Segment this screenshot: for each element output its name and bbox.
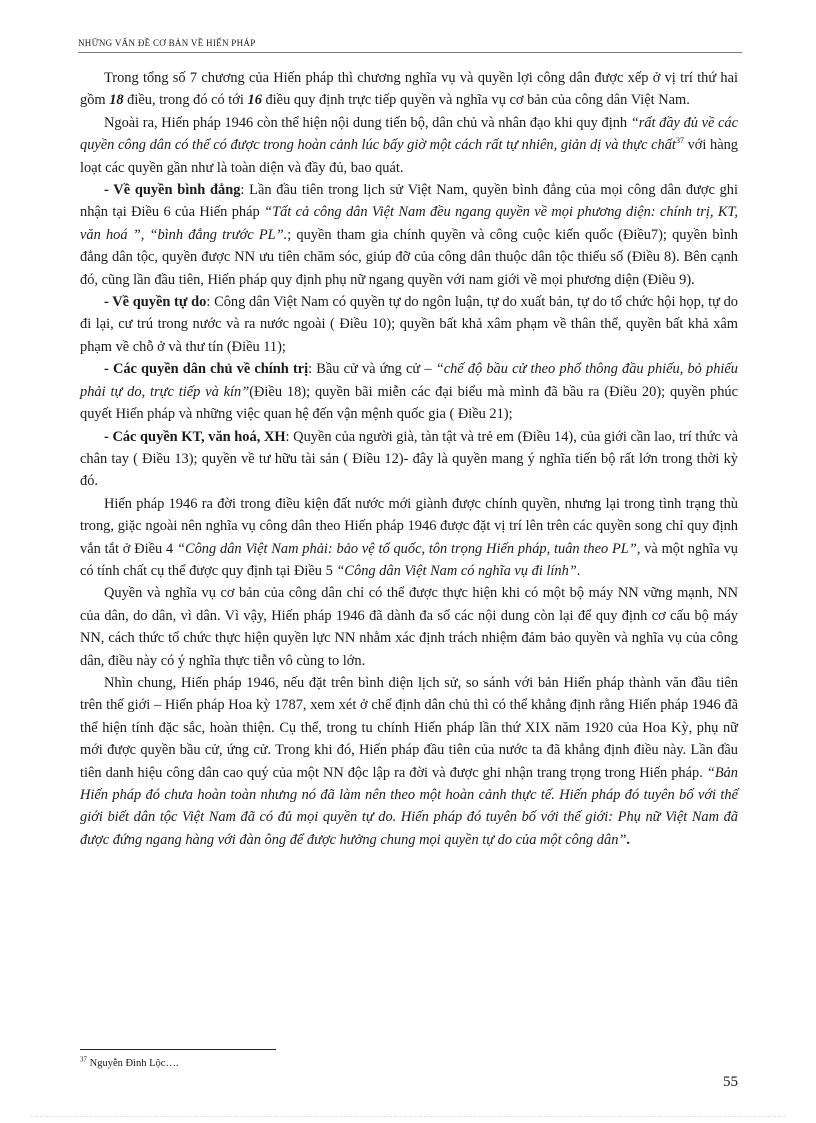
paragraph: [80, 582, 738, 672]
text-run: - Về quyền tự do: [104, 294, 207, 311]
text-run: “Tất cả công dân Việt Nam đều ngang quyền về mọi phương diện: chính trị, KT, văn hoá ”, “bình đẳng trước PL”.: [80, 204, 738, 243]
text-run: “rất đầy đủ về các quyền công dân có thể có được trong hoàn cảnh lúc bấy giờ một cách rất tự nhiên, giản dị và thực chất: [80, 114, 738, 154]
text-run: Quyền và nghĩa vụ cơ bản của công dân chỉ có thể được thực hiện khi có một bộ máy NN vững mạnh, NN của dân, do dân, vì dân. Vì vậy, Hiến pháp 1946 đã dành đa số các nội dung còn lại để quy định cơ cấu bộ máy NN, cách thức tổ chức thực hiện quyền lực NN nhằm xác định trách nhiệm đảm bảo quyền và nghĩa vụ của công dân, điều này có ý nghĩa thực tiễn vô cùng to lớn.: [80, 585, 738, 669]
text-run: Hiến pháp 1946 ra đời trong điều kiện đất nước mới giành được chính quyền, nhưng lại trong tình trạng thù trong, giặc ngoài nên nghĩa vụ công dân theo Hiến pháp 1946 được đặt vị trí lên trên các quyền song chỉ quy định vắn tắt ở Điều 4: [80, 495, 738, 557]
text-run: “chế độ bầu cử theo phổ thông đầu phiếu, bỏ phiếu phải tự do, trực tiếp và kín”: [80, 361, 738, 400]
footnote: [80, 1055, 179, 1069]
text-run: : Quyền của người già, tàn tật và trẻ em (Điều 14), của giới cần lao, trí thức và chân tay ( Điều 13); quyền về tư hữu tài sản ( Điều 12)- đây là quyền mang ý nghĩa tiến bộ rất lớn trong thời kỳ đó.: [80, 428, 738, 490]
text-run: Trong tổng số 7 chương của Hiến pháp thì chương nghĩa vụ và quyền lợi công dân được xếp ở vị trí thứ hai gồm: [80, 70, 738, 109]
text-run: 16: [247, 92, 262, 109]
footnote-number: 37: [80, 1055, 87, 1064]
text-run: Ngoài ra, Hiến pháp 1946 còn thể hiện nội dung tiến bộ, dân chủ và nhân đạo khi quy định: [104, 114, 631, 131]
text-run: - Về quyền bình đẳng: [104, 182, 241, 199]
text-run: .: [626, 831, 630, 848]
text-run: với hàng loạt các quyền gần như là toàn diện và đầy đủ, bao quát.: [80, 137, 738, 176]
paragraph: [80, 112, 738, 179]
text-run: 18: [109, 92, 124, 109]
header-rule: [78, 52, 742, 53]
paragraph: [80, 358, 738, 425]
text-run: - Các quyền dân chủ về chính trị: [104, 361, 309, 378]
paragraph: [80, 179, 738, 291]
paragraph: [80, 291, 738, 358]
text-run: : Bầu cử và ứng cử –: [308, 361, 436, 378]
footnote-text: Nguyễn Đình Lộc….: [87, 1058, 179, 1069]
text-run: điều quy định trực tiếp quyền và nghĩa vụ cơ bản của công dân Việt Nam.: [261, 92, 690, 109]
running-header: NHỮNG VẤN ĐỀ CƠ BẢN VỀ HIẾN PHÁP: [78, 38, 256, 48]
text-run: “Công dân Việt Nam có nghĩa vụ đi lính”: [336, 562, 577, 579]
page-bottom-edge: [30, 1116, 786, 1117]
paragraph: [80, 426, 738, 493]
paragraph: [80, 67, 738, 112]
text-run: ; quyền tham gia chính quyền và công cuộc kiến quốc (Điều7); quyền bình đẳng dân tộc, quyền được NN ưu tiên chăm sóc, giúp đỡ của công dân thuộc dân tộc thiểu số (Điều 8). Bên cạnh đó, cũng lần đầu tiên, Hiến pháp quy định phụ nữ ngang quyền với nam giới về mọi phương diện (Điều 9).: [80, 226, 738, 288]
text-run: điều, trong đó có tới: [123, 92, 248, 109]
body-text: [80, 67, 738, 851]
text-run: “Công dân Việt Nam phải: bảo vệ tổ quốc, tôn trọng Hiến pháp, tuân theo PL”: [177, 540, 637, 557]
page-number: 55: [723, 1074, 738, 1090]
footnote-rule: [80, 1049, 276, 1050]
text-run-wrapper: [109, 92, 123, 108]
text-run: “Bản Hiến pháp đó chưa hoàn toàn nhưng nó đã làm nên theo một hoàn cảnh thực tế. Hiến pháp đó tuyên bố với thế giới biết dân tộc Việt Nam đã có đủ mọi quyền tự do. Hiến pháp đó tuyên bố với thế giới: Phụ nữ Việt Nam đã được đứng ngang hàng với đàn ông để được hưởng chung mọi quyền tự do của một công dân”: [80, 764, 738, 848]
text-run: (Điều 18); quyền bãi miễn các đại biểu mà mình đã bầu ra (Điều 20); quyền phúc quyết Hiến pháp và những việc quan hệ đến vận mệnh quốc gia ( Điều 21);: [80, 383, 739, 423]
text-run: .: [576, 562, 581, 579]
paragraph: [80, 493, 738, 583]
text-run-wrapper: [248, 92, 262, 108]
text-run: , và một nghĩa vụ có tính chất cụ thể được quy định tại Điều 5: [80, 540, 738, 579]
footnote-ref: 37: [675, 136, 684, 146]
text-run: : Lần đầu tiên trong lịch sử Việt Nam, quyền bình đẳng của mọi công dân được ghi nhận tại Điều 6 của Hiến pháp: [80, 182, 738, 221]
text-run: : Công dân Việt Nam có quyền tự do ngôn luận, tự do xuất bản, tự do tổ chức hội họp, tự do đi lại, cư trú trong nước và ra nước ngoài ( Điều 10); quyền bất khả xâm phạm về thân thể, quyền bất khả xâm phạm về chỗ ở và thư tín (Điều 11);: [80, 294, 738, 355]
paragraph: [80, 672, 738, 851]
text-run: - Các quyền KT, văn hoá, XH: [104, 428, 286, 445]
text-run: Nhìn chung, Hiến pháp 1946, nếu đặt trên bình diện lịch sử, so sánh với bản Hiến pháp thành văn đầu tiên trên thế giới – Hiến pháp Hoa kỳ 1787, xem xét ở chế định dân chủ thì có thể khẳng định rằng Hiến pháp 1946 đã thể hiện tính đặc sắc, hoàn thiện. Cụ thể, trong tu chính Hiến pháp lần thứ XIX năm 1920 của Hoa Kỳ, phụ nữ mới được quyền bầu cử, ứng cử. Trong khi đó, Hiến pháp đầu tiên của nước ta đã khẳng định điều này. Lần đầu tiên danh hiệu công dân cao quý của một NN độc lập ra đời và được ghi nhận trang trọng trong Hiến pháp.: [80, 674, 738, 781]
